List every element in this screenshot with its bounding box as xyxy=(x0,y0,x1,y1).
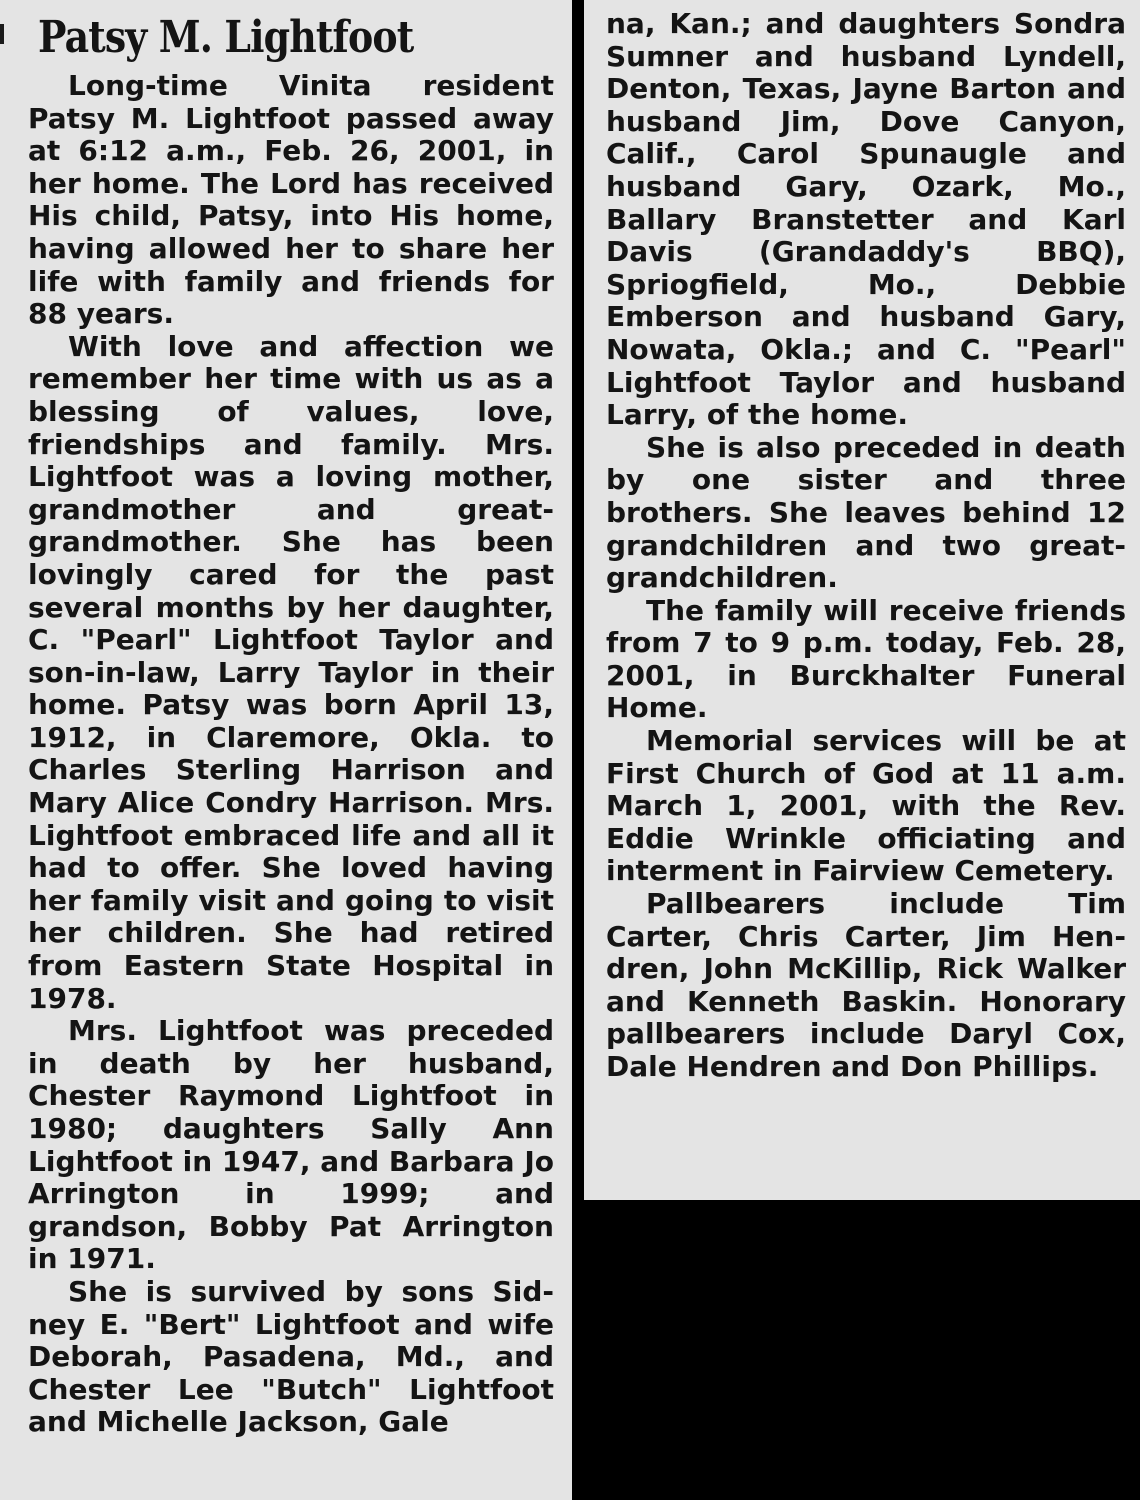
paragraph-remembrance: With love and affection we remember her time with us as a blessing of values, love, friendships and family. Mrs. Lightfoot was a loving mother, grandmother and greatgrandmother. She has been lovingly cared for the past several months by her daughter, C. "Pearl" Lightfoot Taylor and son-in-law, Larry Taylor in their home. Patsy was born April 13, 1912, in Claremore, Okla. to Charles Sterling Harrison and Mary Alice Condry Harrison. Mrs. Lightfoot embraced life and all it had to offer. She loved having her family visit and going to visit her children. She had retired from Eastern State Hospital in 1978. xyxy=(28,329,554,1015)
paragraph-siblings: She is also preceded in death by one sister and three brothers. She leaves behind 12 grandchildren and two greatgrandchildren. xyxy=(606,430,1126,595)
edge-mark xyxy=(0,24,4,44)
paragraph-memorial-services: Memorial services will be at First Church of God at 11 a.m. March 1, 2001, with the Rev. Eddie Wrinkle officiating and interment in Fairview Cemetery. xyxy=(606,724,1126,888)
obituary-headline: Patsy M. Lightfoot xyxy=(38,12,414,63)
paragraph-intro: Long-time Vinita resident Patsy M. Lightfoot passed away at 6:12 a.m., Feb. 26, 2001, in her home. The Lord has received His child, Patsy, into His home, having allowed her to share her life with family and friends for 88 years. xyxy=(28,69,554,331)
paragraph-visitation: The family will receive friends from 7 to 9 p.m. today, Feb. 28, 2001, in Burckhalter Funeral Home. xyxy=(606,593,1126,725)
paragraph-pallbearers: Pallbearers include Tim Carter, Chris Carter, Jim Hendren, John McKillip, Rick Walker and Kenneth Baskin. Honorary pallbearers include Daryl Cox, Dale Hendren and Don Phillips. xyxy=(606,887,1126,1083)
paragraph-survived-by-continued: na, Kan.; and daughters Sondra Sumner and husband Lyndell, Denton, Texas, Jayne Barton and husband Jim, Dove Canyon, Calif., Carol Spunaugle and husband Gary, Ozark, Mo., Ballary Branstetter and Karl Davis (Grandaddy's BBQ), Spriogfield, Mo., Debbie Emberson and husband Gary, Nowata, Okla.; and C. "Pearl" Lightfoot Taylor and husband Larry, of the home. xyxy=(606,7,1126,432)
obituary-column-right xyxy=(584,0,1140,1200)
paragraph-preceded-by: Mrs. Lightfoot was preceded in death by her husband, Chester Raymond Lightfoot in 1980; daughters Sally Ann Lightfoot in 1947, and Barbara Jo Arrington in 1999; and grandson, Bobby Pat Arrington in 1971. xyxy=(28,1014,554,1276)
paragraph-survived-by: She is survived by sons Sidney E. "Bert" Lightfoot and wife Deborah, Pasadena, Md., and Chester Lee "Butch" Lightfoot and Michelle Jackson, Gale xyxy=(28,1274,554,1439)
